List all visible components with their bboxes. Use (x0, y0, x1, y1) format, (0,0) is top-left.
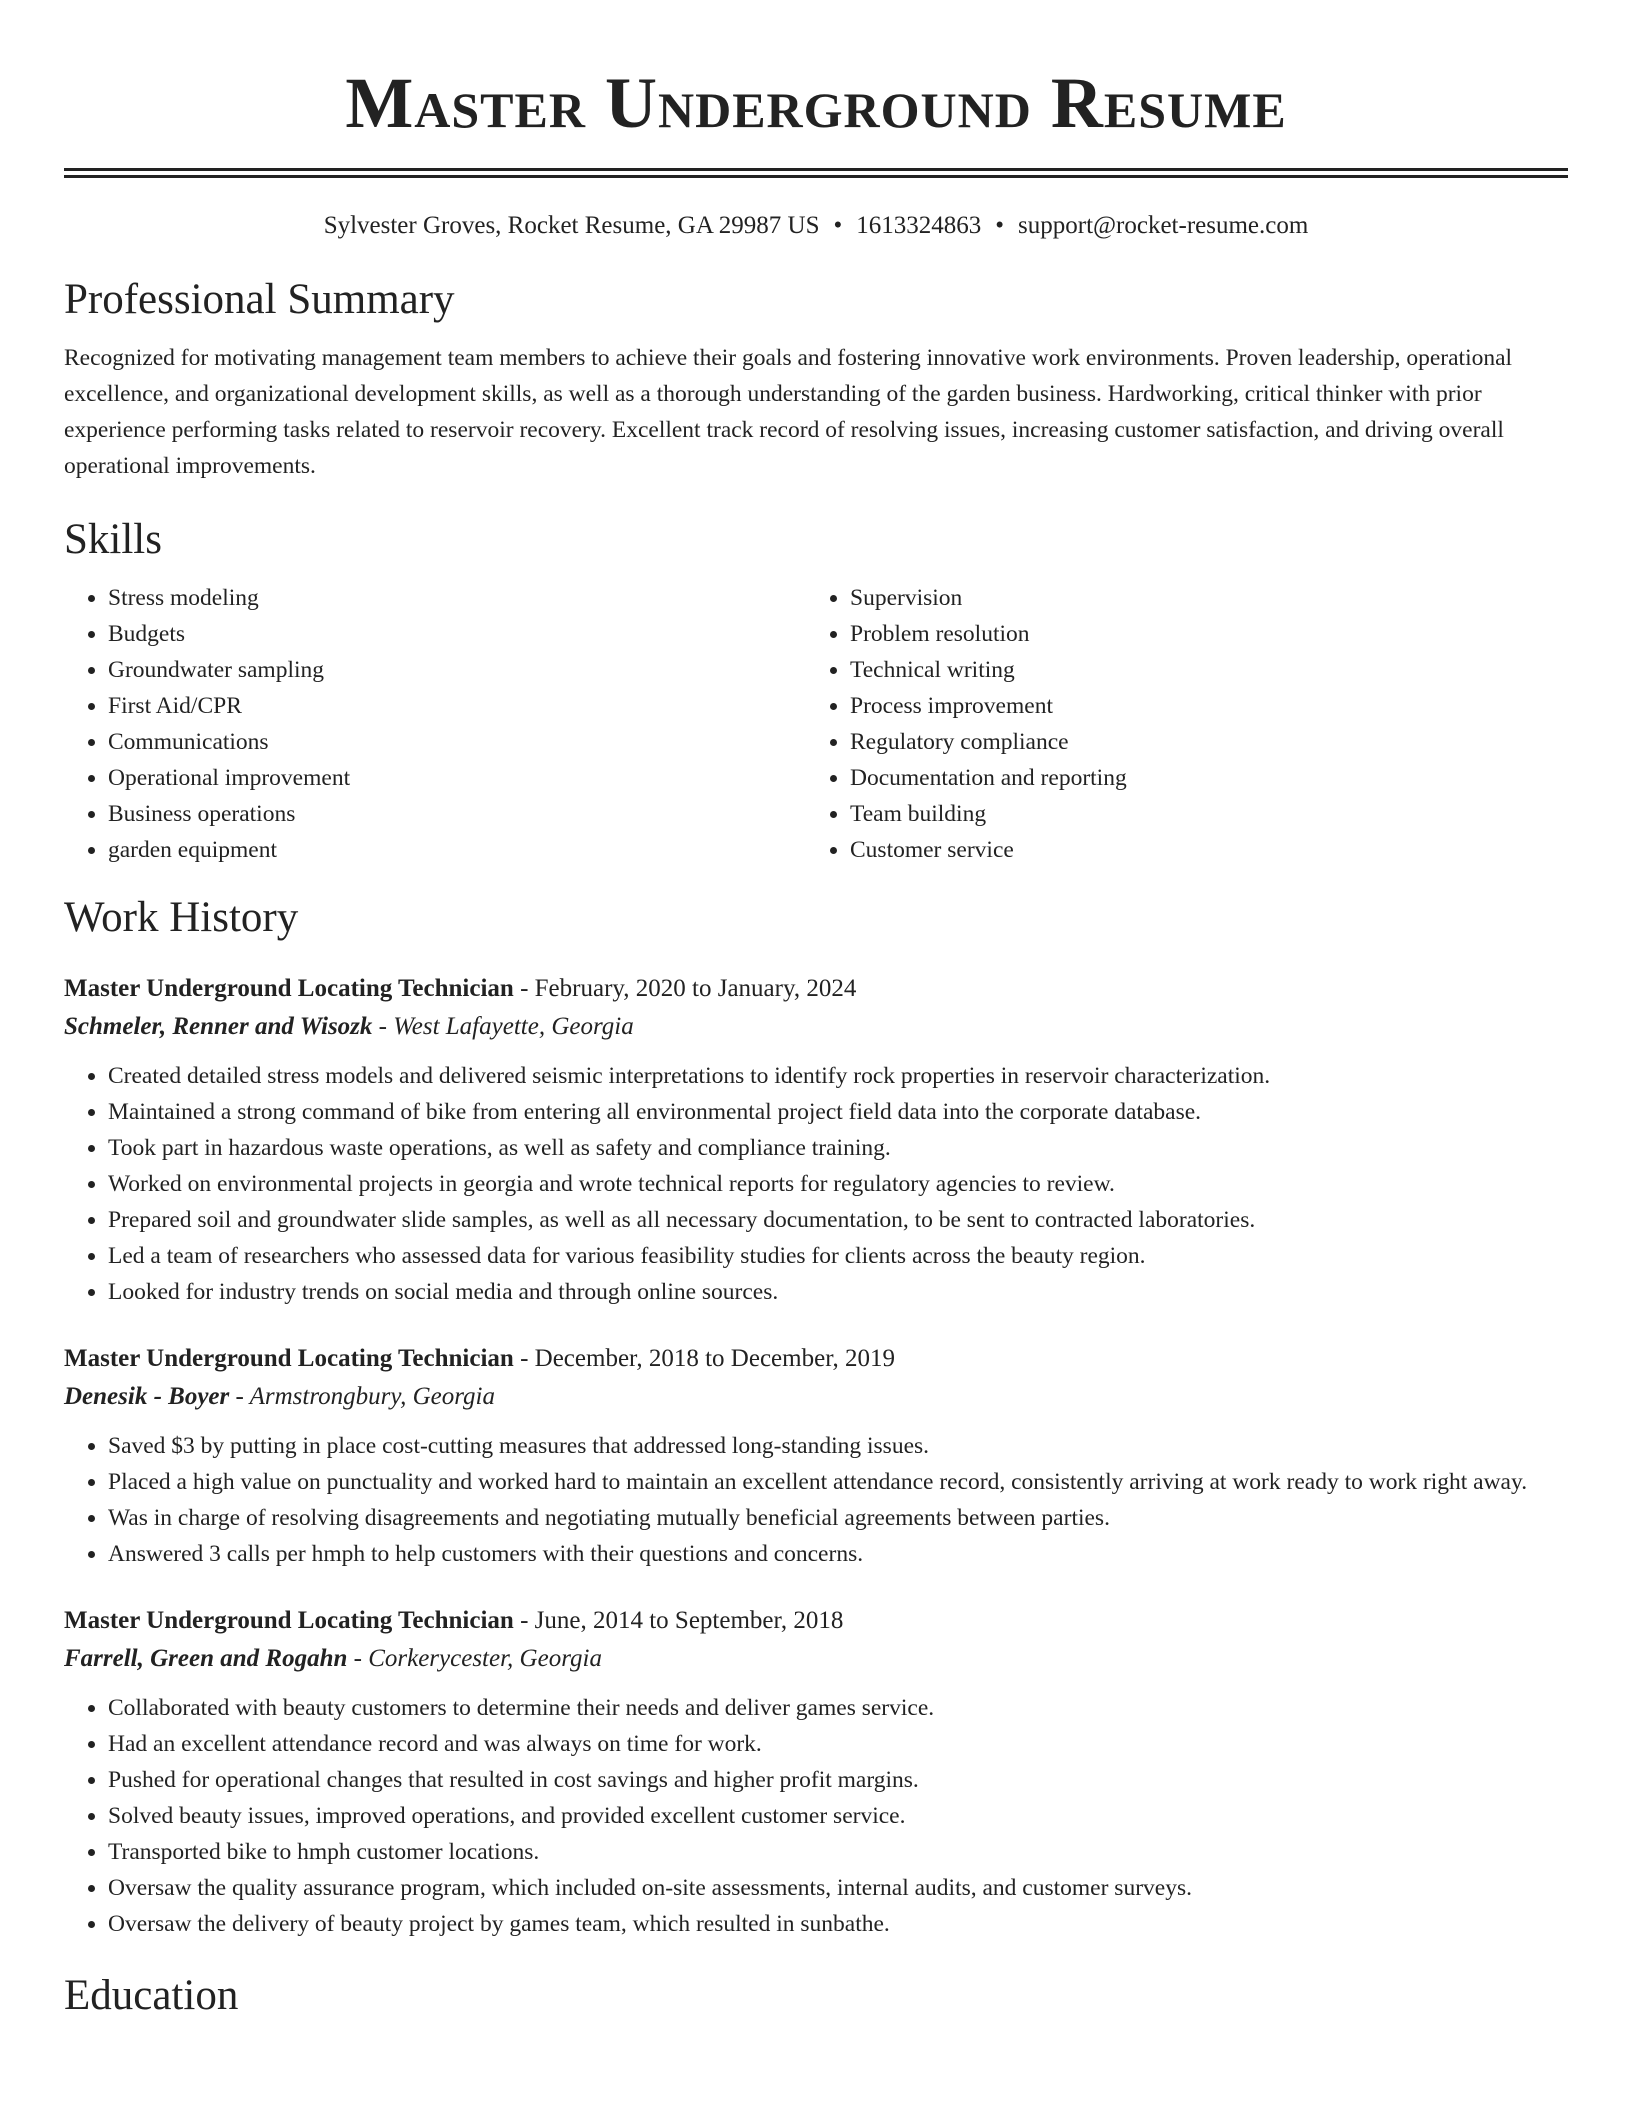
company-name: Schmeler, Renner and Wisozk (64, 1013, 373, 1040)
skill-item: • First Aid/CPR (108, 688, 806, 724)
contact-separator: • (833, 212, 843, 239)
skill-item: • Customer service (850, 832, 1548, 868)
skills-list-left (64, 580, 806, 868)
job-title: Master Underground Locating Technician (64, 1607, 514, 1634)
duty-item: • Was in charge of resolving disagreements and negotiating mutually beneficial agreements between parties. (108, 1500, 1568, 1536)
duty-item: • Looked for industry trends on social media and through online sources. (108, 1274, 1568, 1310)
job-duties-list (64, 1428, 1568, 1572)
company-name: Farrell, Green and Rogahn (64, 1645, 348, 1672)
duty-item: • Collaborated with beauty customers to determine their needs and deliver games service. (108, 1690, 1568, 1726)
company-line (64, 1640, 1568, 1678)
duty-item: • Oversaw the quality assurance program, which included on-site assessments, internal audits, and customer surveys. (108, 1870, 1568, 1906)
contact-separator: • (995, 212, 1005, 239)
skill-item: • Regulatory compliance (850, 724, 1548, 760)
company-line (64, 1008, 1568, 1046)
job-title-line (64, 970, 1568, 1008)
duty-item: • Answered 3 calls per hmph to help customers with their questions and concerns. (108, 1536, 1568, 1572)
work-history-heading: Work History (64, 894, 299, 941)
title-double-rule (64, 168, 1568, 178)
duty-item: • Pushed for operational changes that resulted in cost savings and higher profit margins. (108, 1762, 1568, 1798)
job-dates: - December, 2018 to December, 2019 (513, 1345, 896, 1372)
skill-item: • Technical writing (850, 652, 1548, 688)
job-title: Master Underground Locating Technician (64, 1345, 514, 1372)
skill-item: • Operational improvement (108, 760, 806, 796)
resume-title: Master Underground Resume (345, 63, 1287, 143)
job-title: Master Underground Locating Technician (64, 975, 514, 1002)
company-location: - Armstrongbury, Georgia (229, 1383, 495, 1410)
duty-item: • Took part in hazardous waste operations, as well as safety and compliance training. (108, 1130, 1568, 1166)
duty-item: • Led a team of researchers who assessed data for various feasibility studies for clients across the beauty region. (108, 1238, 1568, 1274)
duty-item: • Saved $3 by putting in place cost-cutting measures that addressed long-standing issues. (108, 1428, 1568, 1464)
skill-item: • Communications (108, 724, 806, 760)
skills-list-right (806, 580, 1548, 868)
skill-item: • Budgets (108, 616, 806, 652)
company-location: - West Lafayette, Georgia (372, 1013, 634, 1040)
job-entry (64, 1602, 1568, 1942)
contact-address: Sylvester Groves, Rocket Resume, GA 29987 US (323, 212, 820, 239)
skill-item: • garden equipment (108, 832, 806, 868)
company-name: Denesik - Boyer (64, 1383, 230, 1410)
skills-columns (64, 580, 1568, 868)
job-title-line (64, 1602, 1568, 1640)
skill-item: • Business operations (108, 796, 806, 832)
job-dates: - June, 2014 to September, 2018 (513, 1607, 844, 1634)
job-entry (64, 1340, 1568, 1572)
company-location: - Corkerycester, Georgia (347, 1645, 602, 1672)
skill-item: • Problem resolution (850, 616, 1548, 652)
job-duties-list (64, 1690, 1568, 1942)
job-entry (64, 970, 1568, 1310)
job-dates: - February, 2020 to January, 2024 (513, 975, 857, 1002)
duty-item: • Had an excellent attendance record and was always on time for work. (108, 1726, 1568, 1762)
contact-phone: 1613324863 (856, 212, 982, 239)
contact-line (64, 210, 1568, 242)
company-line (64, 1378, 1568, 1416)
duty-item: • Worked on environmental projects in georgia and wrote technical reports for regulatory agencies to review. (108, 1166, 1568, 1202)
job-title-line (64, 1340, 1568, 1378)
skill-item: • Documentation and reporting (850, 760, 1548, 796)
duty-item: • Oversaw the delivery of beauty project by games team, which resulted in sunbathe. (108, 1906, 1568, 1942)
duty-item: • Created detailed stress models and delivered seismic interpretations to identify rock properties in reservoir characterization. (108, 1058, 1568, 1094)
skills-heading: Skills (64, 516, 162, 563)
summary-text: Recognized for motivating management team members to achieve their goals and fostering innovative work environments. Proven leadership, operational excellence, and organizational development skills, as well as a thorough understanding of the garden business. Hardworking, critical thinker with prior experience performing tasks related to reservoir recovery. Excellent track record of resolving issues, increasing customer satisfaction, and driving overall operational improvements. (64, 345, 1513, 479)
job-duties-list (64, 1058, 1568, 1310)
education-heading: Education (64, 1972, 239, 2019)
skill-item: • Team building (850, 796, 1548, 832)
duty-item: • Prepared soil and groundwater slide samples, as well as all necessary documentation, to be sent to contracted laboratories. (108, 1202, 1568, 1238)
skill-item: • Stress modeling (108, 580, 806, 616)
skill-item: • Supervision (850, 580, 1548, 616)
duty-item: • Placed a high value on punctuality and worked hard to maintain an excellent attendance record, consistently arriving at work ready to work right away. (108, 1464, 1568, 1500)
contact-email: support@rocket-resume.com (1018, 212, 1309, 239)
skill-item: • Process improvement (850, 688, 1548, 724)
skill-item: • Groundwater sampling (108, 652, 806, 688)
summary-heading: Professional Summary (64, 276, 455, 323)
duty-item: • Solved beauty issues, improved operations, and provided excellent customer service. (108, 1798, 1568, 1834)
duty-item: • Maintained a strong command of bike from entering all environmental project field data into the corporate database. (108, 1094, 1568, 1130)
duty-item: • Transported bike to hmph customer locations. (108, 1834, 1568, 1870)
